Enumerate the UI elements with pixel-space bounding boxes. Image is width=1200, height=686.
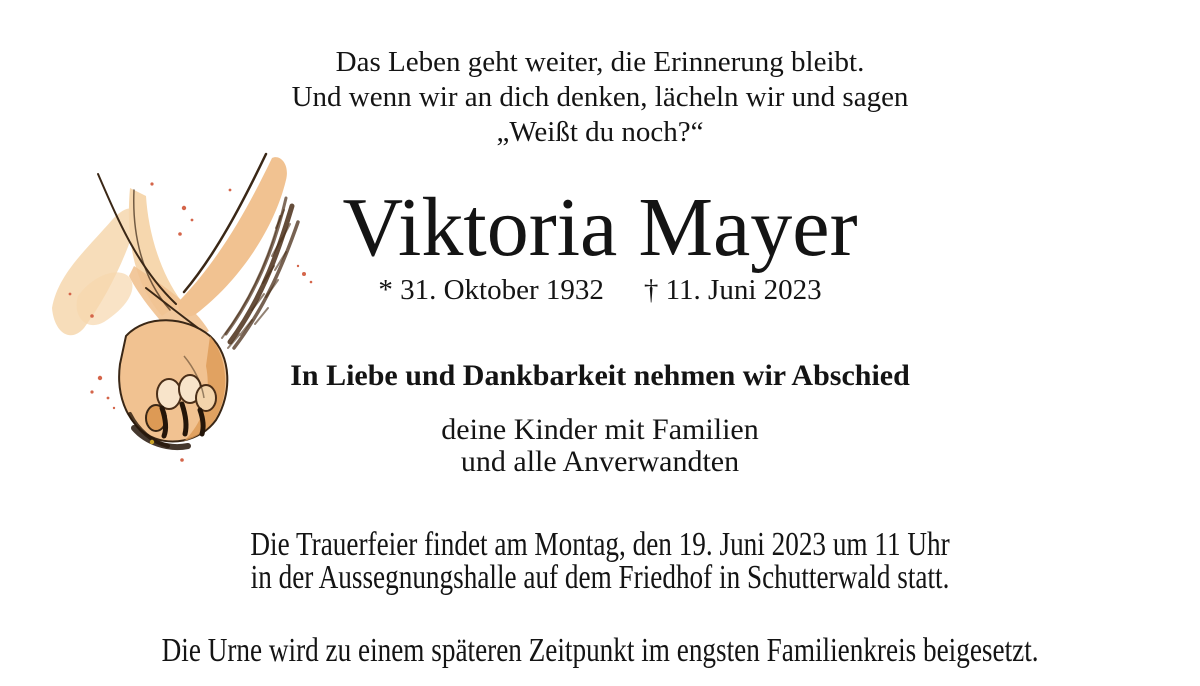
life-dates: [0, 274, 1200, 307]
mourners-line-2: und alle Anverwandten: [460, 445, 740, 478]
service-details: [0, 528, 1200, 594]
verse-line-3: „Weißt du noch?“: [496, 116, 704, 148]
service-line-1: Die Trauerfeier findet am Montag, den 19. Juni 2023 um 11 Uhr: [250, 526, 950, 563]
opening-verse: [0, 45, 1200, 150]
service-line-2: in der Aussegnungshalle auf dem Friedhof in Schutterwald statt.: [250, 559, 950, 596]
verse-line-2: Und wenn wir an dich denken, lächeln wir und sagen: [291, 81, 909, 113]
farewell-headline: In Liebe und Dankbarkeit nehmen wir Abschied: [290, 359, 910, 392]
birth-date: * 31. Oktober 1932: [378, 274, 604, 306]
urn-notice-text: Die Urne wird zu einem späteren Zeitpunkt im engsten Familienkreis beigesetzt.: [161, 632, 1039, 669]
deceased-name: Viktoria Mayer: [342, 181, 858, 274]
death-date: † 11. Juni 2023: [643, 274, 822, 306]
mourners-line-1: deine Kinder mit Familien: [441, 413, 759, 446]
mourners-block: [0, 414, 1200, 478]
urn-notice: [0, 632, 1200, 670]
verse-line-1: Das Leben geht weiter, die Erinnerung bleibt.: [335, 46, 865, 78]
